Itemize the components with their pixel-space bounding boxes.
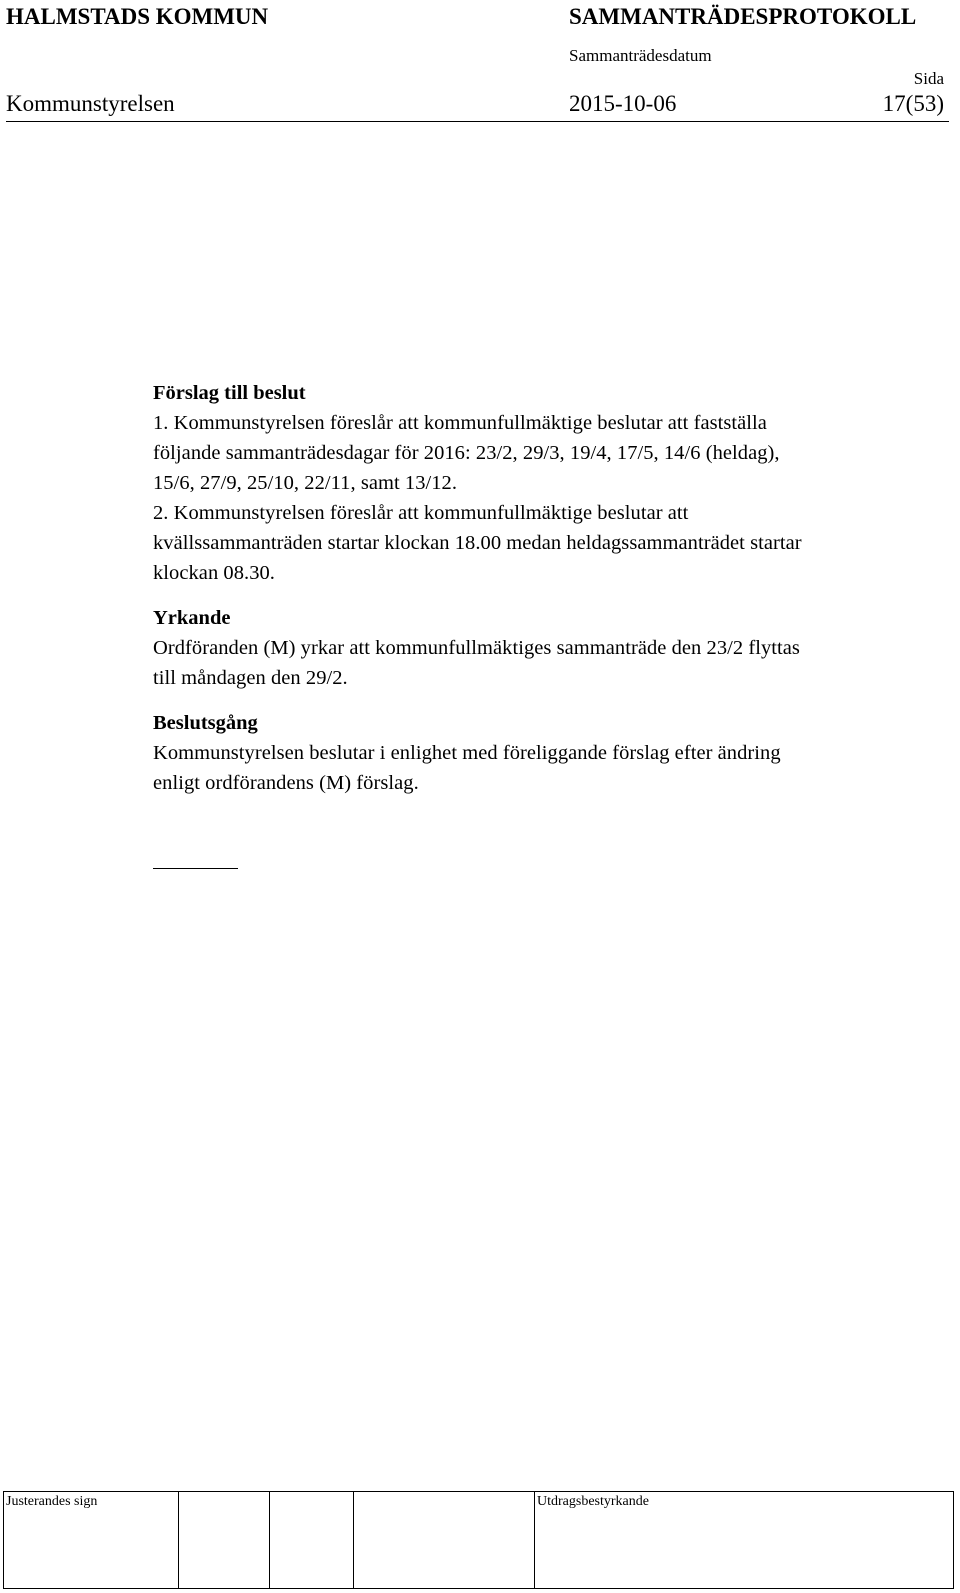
proposal-heading: Förslag till beslut [153, 382, 306, 404]
organization-name: HALMSTADS KOMMUN [6, 4, 269, 29]
document-type: SAMMANTRÄDESPROTOKOLL [569, 4, 917, 29]
end-of-section-rule [153, 868, 238, 869]
signature-box [4, 1492, 179, 1589]
signature-footer [3, 1491, 954, 1589]
extract-certification-box [535, 1492, 954, 1589]
motion-line: till måndagen den 29/2. [153, 667, 348, 689]
header-divider [6, 121, 949, 122]
motion-line: Ordföranden (M) yrkar att kommunfullmäktiges sammanträde den 23/2 flyttas [153, 637, 800, 659]
protocol-section [153, 378, 953, 798]
proposal-item-2-line: 2. Kommunstyrelsen föreslår att kommunfullmäktige beslutar att [153, 502, 689, 524]
signature-box [179, 1492, 270, 1589]
signature-box [354, 1492, 535, 1589]
section-spacer [153, 588, 953, 603]
meeting-date: 2015-10-06 [569, 91, 677, 116]
committee-name: Kommunstyrelsen [6, 91, 175, 116]
proposal-item-2-line: klockan 08.30. [153, 562, 275, 584]
page-label: Sida [913, 69, 944, 88]
decision-process-line: enligt ordförandens (M) förslag. [153, 772, 419, 794]
motion-heading: Yrkande [153, 607, 231, 629]
section-spacer [153, 693, 953, 708]
proposal-item-1-line: 1. Kommunstyrelsen föreslår att kommunfullmäktige beslutar att fastställa [153, 412, 767, 434]
decision-process-line: Kommunstyrelsen beslutar i enlighet med föreliggande förslag efter ändring [153, 742, 781, 764]
proposal-item-1-line: 15/6, 27/9, 25/10, 22/11, samt 13/12. [153, 472, 458, 494]
page-number: 17(53) [882, 91, 944, 116]
proposal-item-2-line: kvällssammanträden startar klockan 18.00 medan heldagssammanträdet startar [153, 532, 802, 554]
signature-box [270, 1492, 354, 1589]
proposal-item-1-line: följande sammanträdesdagar för 2016: 23/2, 29/3, 19/4, 17/5, 14/6 (heldag), [153, 442, 780, 464]
decision-process-heading: Beslutsgång [153, 712, 258, 734]
meeting-date-label: Sammanträdesdatum [569, 46, 712, 65]
signature-label: Justerandes sign [6, 1494, 98, 1509]
extract-certification-label: Utdragsbestyrkande [537, 1494, 649, 1509]
